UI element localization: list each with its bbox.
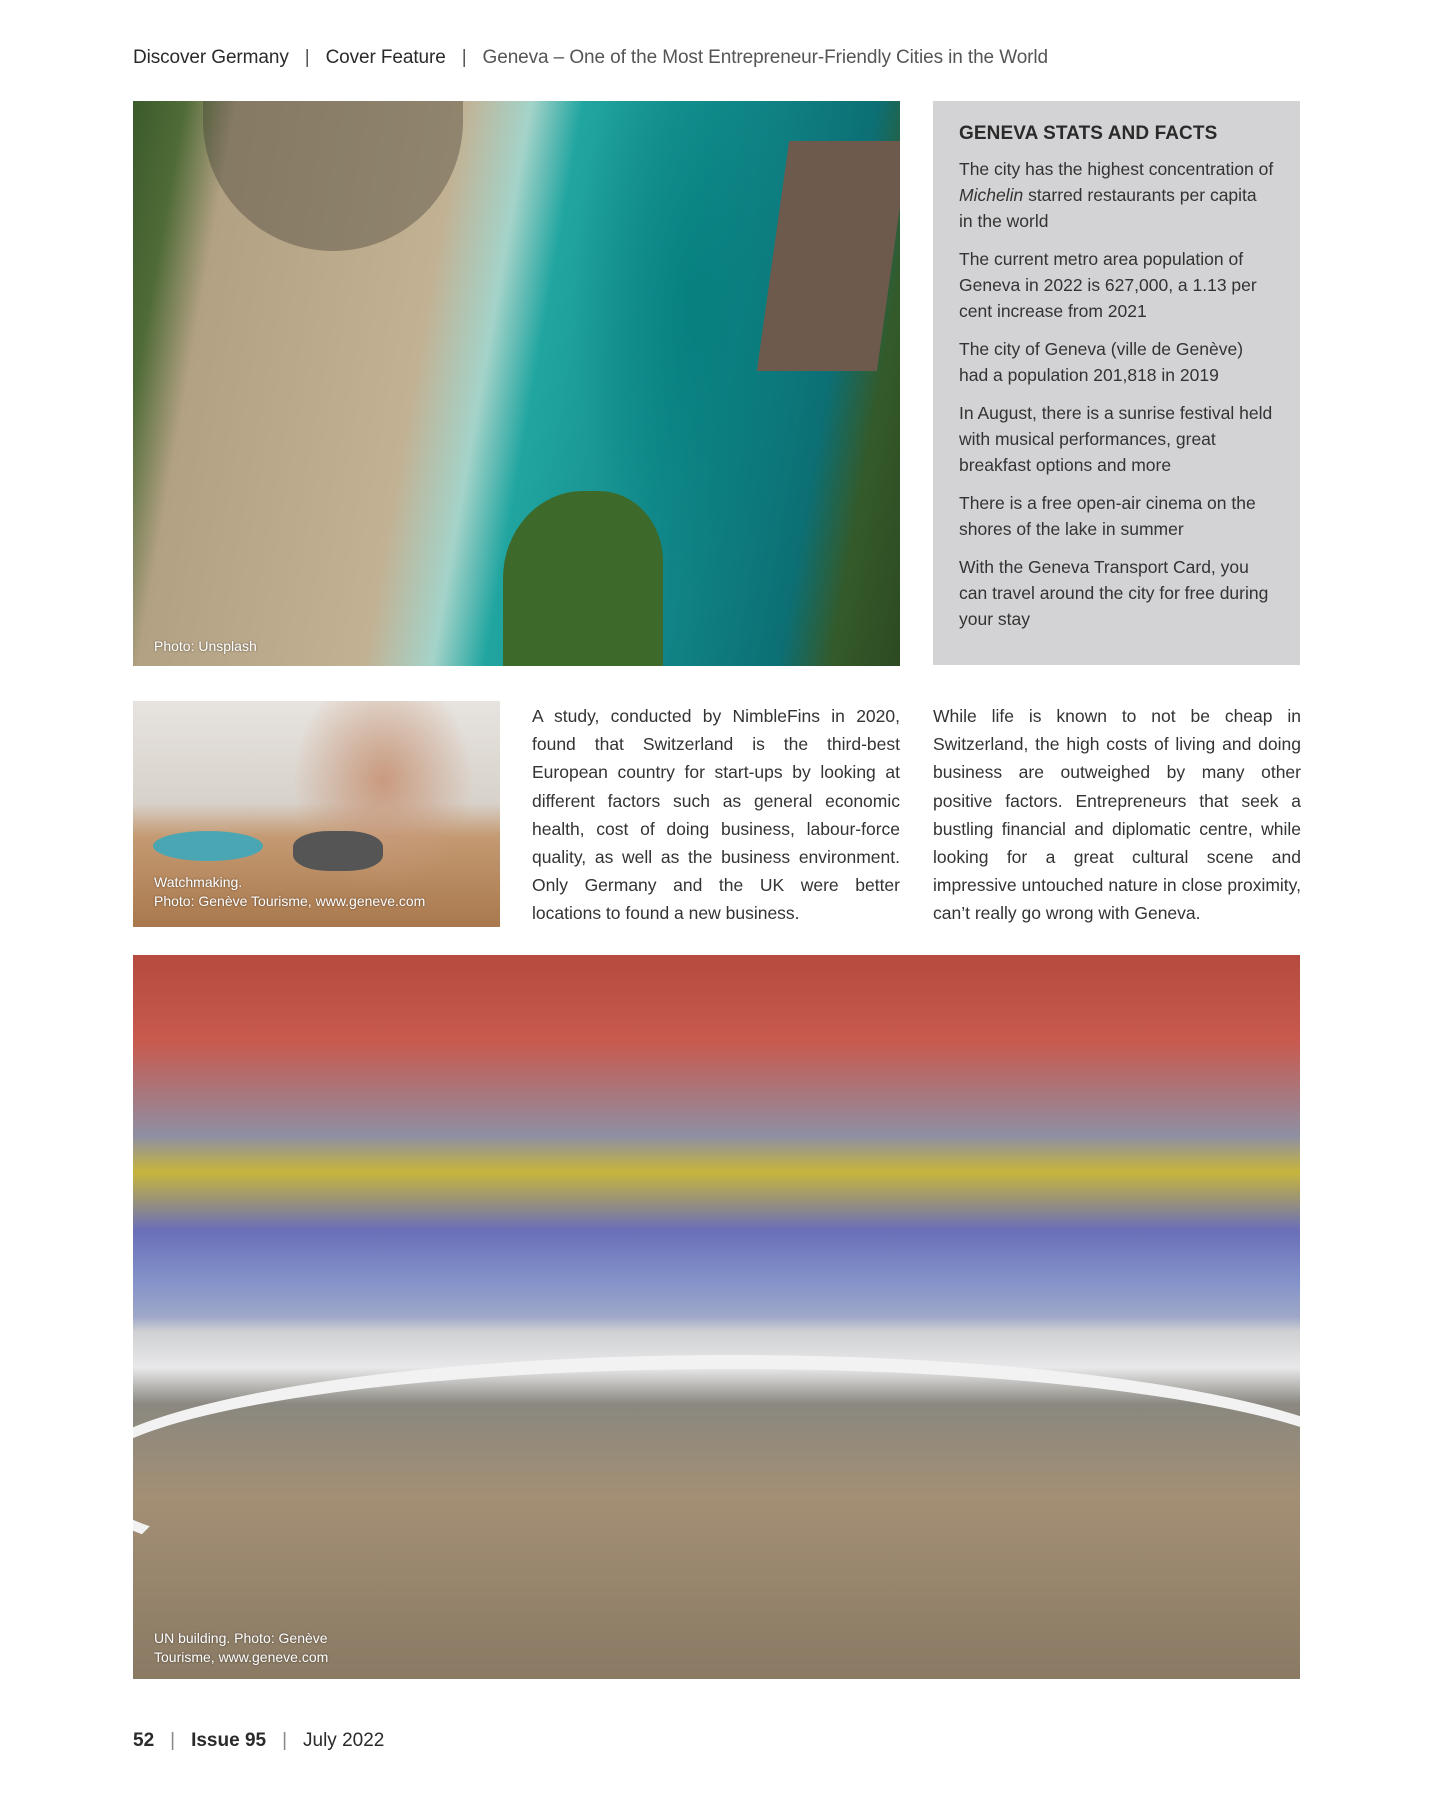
separator: |: [282, 1730, 288, 1751]
watch-stand: [293, 831, 383, 871]
stats-facts-box: [933, 101, 1300, 665]
dish: [153, 831, 263, 861]
running-header: [133, 47, 1048, 69]
caption-line: Photo: Genève Tourisme, www.geneve.com: [154, 893, 426, 909]
photo-caption: [154, 873, 425, 911]
trees: [503, 491, 663, 666]
article-title: Geneva – One of the Most Entrepreneur-Friendly Cities in the World: [482, 47, 1048, 68]
fact-item: There is a free open-air cinema on the shores of the lake in summer: [959, 493, 1256, 539]
separator: |: [170, 1730, 176, 1751]
separator: |: [461, 47, 467, 68]
separator: |: [304, 47, 310, 68]
fact-text: starred restaurants per capita in the world: [959, 185, 1257, 231]
fact-item: With the Geneva Transport Card, you can travel around the city for free during your stay: [959, 557, 1269, 629]
fact-item: [959, 156, 1274, 234]
photo-caption: [154, 1629, 328, 1667]
watchmaking-photo: [133, 701, 500, 927]
photo-credit: Photo: Unsplash: [154, 638, 257, 654]
body-column-1: A study, conducted by NimbleFins in 2020, found that Switzerland is the third-best European country for start-ups by looking at different factors such as general economic health, cost of doing business, labour-force quality, as well as the business environment. Only Germany and the UK were better locations to found a new business.: [532, 706, 900, 924]
section-name: Cover Feature: [325, 47, 446, 68]
caption-line: Tourisme, www.geneve.com: [154, 1649, 329, 1665]
un-assembly-hall-photo: [133, 955, 1300, 1679]
magazine-name: Discover Germany: [133, 47, 289, 68]
river-aerial-photo: [133, 101, 900, 666]
fact-item: The city of Geneva (ville de Genève) had a population 201,818 in 2019: [959, 339, 1244, 385]
body-column-2: While life is known to not be cheap in Switzerland, the high costs of living and doing business are outweighed by many other positive factors. Entrepreneurs that seek a bustling financial and diplomatic centre, while looking for a great cultural scene and impressive untouched nature in close proximity, can’t really go wrong with Geneva.: [933, 706, 1301, 924]
fact-item: The current metro area population of Geneva in 2022 is 627,000, a 1.13 per cent increase from 2021: [959, 249, 1257, 321]
caption-line: Watchmaking.: [154, 874, 243, 890]
facts-title: GENEVA STATS AND FACTS: [959, 123, 1218, 144]
issue-date: July 2022: [303, 1730, 385, 1751]
fact-emphasis: Michelin: [959, 185, 1024, 205]
ceiling-ring: [133, 1355, 1300, 1603]
issue-number: Issue 95: [191, 1730, 267, 1751]
fact-text: The city has the highest concentration of: [959, 159, 1274, 179]
caption-line: UN building. Photo: Genève: [154, 1630, 328, 1646]
page-footer: [133, 1730, 384, 1752]
bridge-shadow: [203, 101, 463, 251]
riverside-building: [757, 141, 900, 371]
page-number: 52: [133, 1730, 155, 1751]
fact-item: In August, there is a sunrise festival held with musical performances, great breakfast options and more: [959, 403, 1273, 475]
